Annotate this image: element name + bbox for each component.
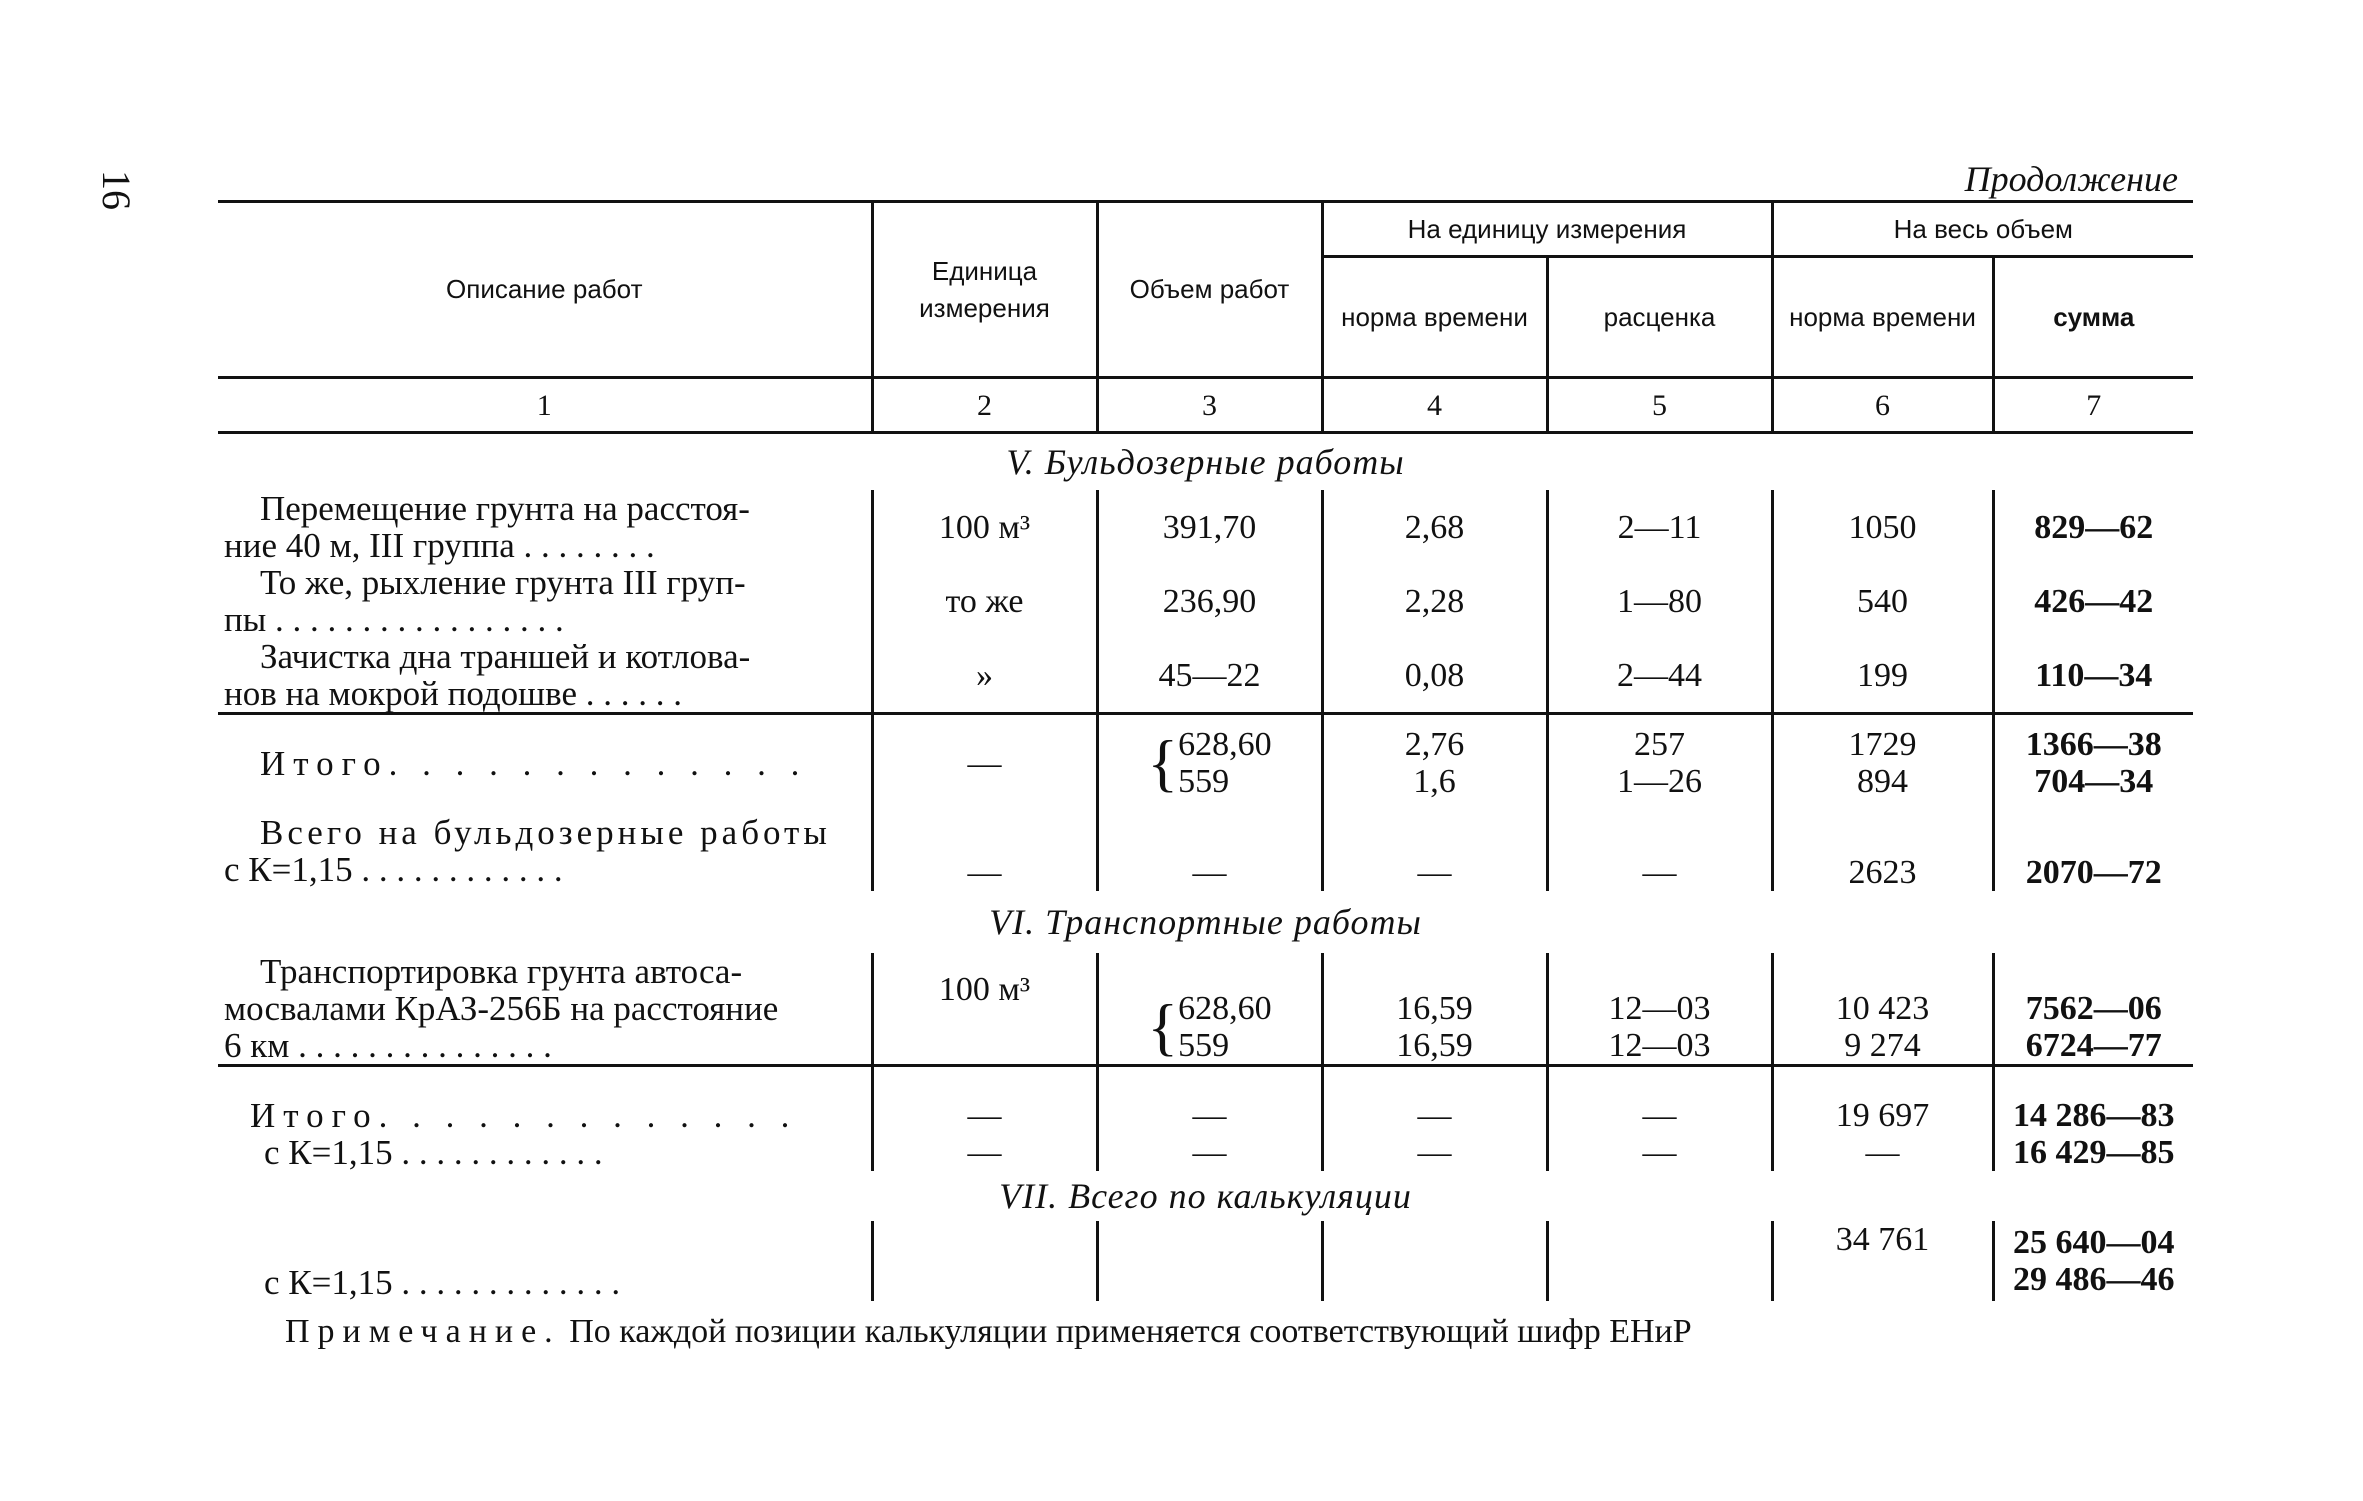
desc-line: мосвалами КрАЗ-256Б на расстояние bbox=[224, 989, 779, 1028]
dash: — bbox=[1642, 1097, 1677, 1134]
row-total-norm: 540 bbox=[1772, 564, 1993, 638]
itogo-unit bbox=[872, 1066, 1097, 1172]
volume-b: 559 bbox=[1178, 763, 1230, 800]
row-volume: 236,90 bbox=[1097, 564, 1322, 638]
all-unit bbox=[872, 1221, 1097, 1301]
volume-b: 559 bbox=[1178, 1027, 1230, 1064]
sum-a: 7562—06 bbox=[2025, 990, 2162, 1027]
total-b: — bbox=[1865, 1134, 1900, 1171]
row-unit: 100 м³ bbox=[872, 953, 1097, 1066]
norm-a: 2,76 bbox=[1404, 726, 1465, 763]
header-total-time-norm: норма времени bbox=[1772, 257, 1993, 378]
brace: { bbox=[1147, 727, 1179, 798]
col-number: 7 bbox=[1993, 378, 2193, 433]
desc-line: Зачистка дна траншей и котлова- bbox=[260, 637, 751, 676]
row-sum: 426—42 bbox=[1993, 564, 2193, 638]
itogo-row bbox=[218, 714, 2193, 812]
header-unit: Единица измерения bbox=[872, 202, 1097, 378]
column-numbers-row bbox=[218, 378, 2193, 433]
header-volume: Объем работ bbox=[1097, 202, 1322, 378]
itogo-volume bbox=[1097, 1066, 1322, 1172]
page-number: 16 bbox=[94, 170, 139, 210]
row-norm: 0,08 bbox=[1322, 638, 1547, 714]
vsego-rate: — bbox=[1547, 811, 1772, 891]
row-volume: 45—22 bbox=[1097, 638, 1322, 714]
all-k: с К=1,15 . . . . . . . . . . . . . bbox=[264, 1263, 621, 1302]
vsego-label bbox=[218, 811, 872, 891]
row-rate: 2—44 bbox=[1547, 638, 1772, 714]
row-total-norm bbox=[1772, 953, 1993, 1066]
row-description bbox=[218, 490, 872, 564]
sum-a: 1366—38 bbox=[2025, 726, 2162, 763]
continuation-label: Продолжение bbox=[1964, 159, 2178, 199]
itogo-text: Итого. . . . . . . . . . . . . bbox=[250, 1096, 798, 1135]
total-a: 10 423 bbox=[1835, 990, 1930, 1027]
table-row bbox=[218, 564, 2193, 638]
col-number: 5 bbox=[1547, 378, 1772, 433]
row-norm bbox=[1322, 953, 1547, 1066]
row-sum: 829—62 bbox=[1993, 490, 2193, 564]
volume-a: 628,60 bbox=[1178, 726, 1272, 763]
total-b: 9 274 bbox=[1844, 1027, 1921, 1064]
itogo-norm bbox=[1322, 1066, 1547, 1172]
header-sum: сумма bbox=[1993, 257, 2193, 378]
rate-b: 12—03 bbox=[1608, 1027, 1711, 1064]
col-number: 4 bbox=[1322, 378, 1547, 433]
desc-line: нов на мокрой подошве . . . . . . bbox=[224, 674, 682, 713]
section-title-all: VII. Всего по калькуляции bbox=[999, 1175, 1412, 1216]
section-title-row bbox=[218, 433, 2193, 491]
col-number: 1 bbox=[218, 378, 872, 433]
dash: — bbox=[1417, 1134, 1452, 1171]
desc-line: То же, рыхление грунта III груп- bbox=[260, 563, 746, 602]
col-number: 2 bbox=[872, 378, 1097, 433]
row-volume bbox=[1097, 953, 1322, 1066]
norm-a: 16,59 bbox=[1396, 990, 1473, 1027]
sum-b: 16 429—85 bbox=[2013, 1134, 2175, 1171]
row-total-norm: 199 bbox=[1772, 638, 1993, 714]
sum-a: 25 640—04 bbox=[2013, 1224, 2175, 1261]
row-unit: то же bbox=[872, 564, 1097, 638]
total-a: 1729 bbox=[1848, 726, 1917, 763]
note-label: Примечание. bbox=[285, 1313, 561, 1350]
sum-b: 6724—77 bbox=[2025, 1027, 2162, 1064]
desc-line: Транспортировка грунта автоса- bbox=[260, 952, 743, 991]
itogo-sum bbox=[1993, 714, 2193, 812]
brace: { bbox=[1147, 991, 1179, 1062]
all-norm bbox=[1322, 1221, 1547, 1301]
dash: — bbox=[1192, 1097, 1227, 1134]
row-total-norm: 1050 bbox=[1772, 490, 1993, 564]
itogo-total bbox=[1772, 1066, 1993, 1172]
all-total: 34 761 bbox=[1772, 1221, 1993, 1301]
all-rate bbox=[1547, 1221, 1772, 1301]
itogo-rate bbox=[1547, 1066, 1772, 1172]
vsego-volume: — bbox=[1097, 811, 1322, 891]
col-number: 6 bbox=[1772, 378, 1993, 433]
sum-a: 14 286—83 bbox=[2013, 1097, 2175, 1134]
row-description bbox=[218, 564, 872, 638]
vsego-sum: 2070—72 bbox=[1993, 811, 2193, 891]
itogo-label bbox=[218, 714, 872, 812]
row-sum: 110—34 bbox=[1993, 638, 2193, 714]
table-row bbox=[218, 490, 2193, 564]
note-text: По каждой позиции калькуляции применяется соответствующий шифр ЕНиР bbox=[569, 1313, 1692, 1350]
header-total-volume: На весь объем bbox=[1772, 202, 2193, 257]
col-number: 3 bbox=[1097, 378, 1322, 433]
itogo-unit: — bbox=[872, 714, 1097, 812]
desc-line: Перемещение грунта на расстоя- bbox=[260, 489, 750, 528]
rate-a: 257 bbox=[1634, 726, 1685, 763]
header-row-1 bbox=[218, 202, 2193, 257]
vsego-norm: — bbox=[1322, 811, 1547, 891]
header-per-unit: На единицу измерения bbox=[1322, 202, 1772, 257]
row-description bbox=[218, 953, 872, 1066]
desc-line: 6 км . . . . . . . . . . . . . . . bbox=[224, 1026, 552, 1065]
dash: — bbox=[1192, 1134, 1227, 1171]
row-norm: 2,28 bbox=[1322, 564, 1547, 638]
header-rate: расценка bbox=[1547, 257, 1772, 378]
vsego-unit: — bbox=[872, 811, 1097, 891]
header-description: Описание работ bbox=[218, 202, 872, 378]
table-row bbox=[218, 638, 2193, 714]
vsego-line: с К=1,15 . . . . . . . . . . . . bbox=[224, 850, 563, 889]
itogo-rate bbox=[1547, 714, 1772, 812]
total-a: 19 697 bbox=[1835, 1097, 1930, 1134]
dash: — bbox=[967, 1134, 1002, 1171]
sum-b: 704—34 bbox=[2034, 763, 2154, 800]
itogo-row bbox=[218, 1066, 2193, 1172]
dash: — bbox=[1642, 1134, 1677, 1171]
total-b: 894 bbox=[1857, 763, 1909, 800]
all-sum bbox=[1993, 1221, 2193, 1301]
volume-a: 628,60 bbox=[1178, 990, 1272, 1027]
vsego-total: 2623 bbox=[1772, 811, 1993, 891]
norm-b: 16,59 bbox=[1396, 1027, 1473, 1064]
section-title-bulldozer: V. Бульдозерные работы bbox=[1006, 441, 1405, 482]
note bbox=[285, 1313, 1692, 1351]
norm-b: 1,6 bbox=[1413, 763, 1456, 800]
itogo-sum bbox=[1993, 1066, 2193, 1172]
all-label bbox=[218, 1221, 872, 1301]
row-rate bbox=[1547, 953, 1772, 1066]
rate-a: 12—03 bbox=[1608, 990, 1711, 1027]
itogo-text: Итого. . . . . . . . . . . . . bbox=[260, 743, 808, 783]
header-time-norm: норма времени bbox=[1322, 257, 1547, 378]
row-unit: » bbox=[872, 638, 1097, 714]
sum-b: 29 486—46 bbox=[2013, 1261, 2175, 1298]
row-rate: 2—11 bbox=[1547, 490, 1772, 564]
row-unit: 100 м³ bbox=[872, 490, 1097, 564]
itogo-volume bbox=[1097, 714, 1322, 812]
total-row bbox=[218, 1221, 2193, 1301]
rate-b: 1—26 bbox=[1617, 763, 1702, 800]
row-description bbox=[218, 638, 872, 714]
section-title-row bbox=[218, 891, 2193, 953]
itogo-total bbox=[1772, 714, 1993, 812]
all-volume bbox=[1097, 1221, 1322, 1301]
row-volume: 391,70 bbox=[1097, 490, 1322, 564]
section-title-transport: VI. Транспортные работы bbox=[989, 901, 1422, 942]
itogo-k: с К=1,15 . . . . . . . . . . . . bbox=[264, 1133, 603, 1172]
table-row bbox=[218, 953, 2193, 1066]
row-sum bbox=[1993, 953, 2193, 1066]
desc-line: ние 40 м, III группа . . . . . . . . bbox=[224, 526, 655, 565]
section-title-row bbox=[218, 1171, 2193, 1221]
dash: — bbox=[967, 1097, 1002, 1134]
itogo-norm bbox=[1322, 714, 1547, 812]
calculation-table bbox=[218, 200, 2193, 1301]
dash: — bbox=[1417, 1097, 1452, 1134]
vsego-row bbox=[218, 811, 2193, 891]
itogo-label bbox=[218, 1066, 872, 1172]
row-norm: 2,68 bbox=[1322, 490, 1547, 564]
vsego-line: Всего на бульдозерные работы bbox=[260, 813, 831, 852]
row-rate: 1—80 bbox=[1547, 564, 1772, 638]
desc-line: пы . . . . . . . . . . . . . . . . . bbox=[224, 600, 564, 639]
